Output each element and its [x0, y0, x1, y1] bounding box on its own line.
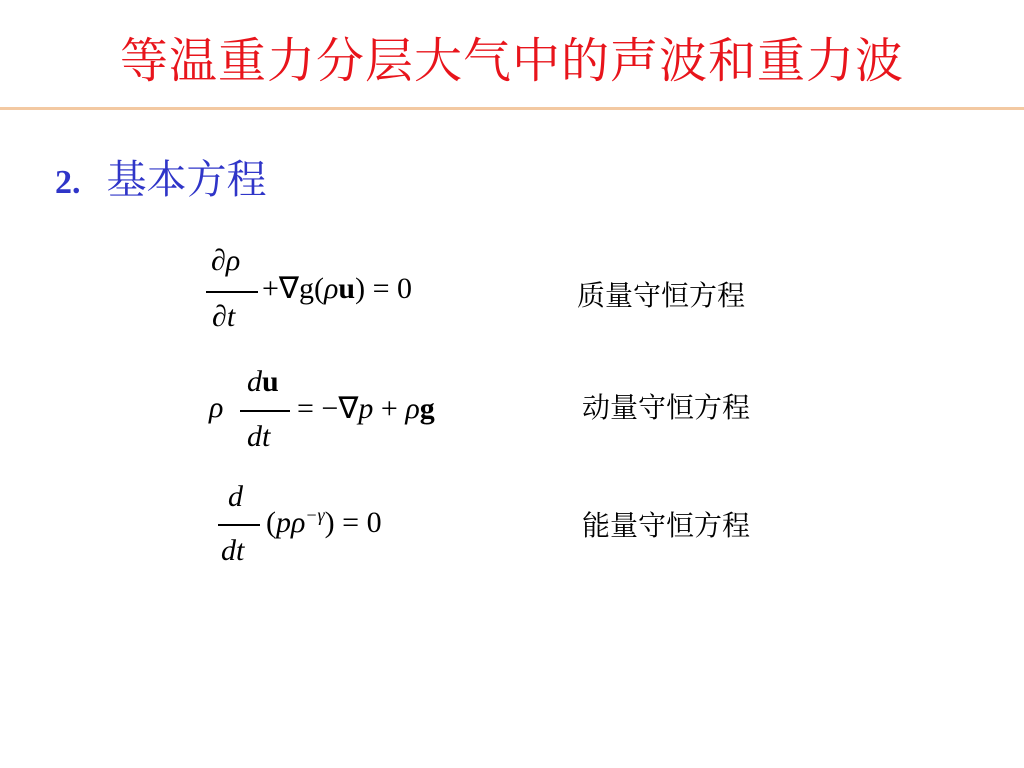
eq1-rest: +∇g(ρu) = 0	[262, 272, 412, 305]
eq3-denominator: dt	[221, 534, 245, 567]
eq3-label: 能量守恒方程	[582, 509, 751, 542]
eq1-label: 质量守恒方程	[577, 279, 746, 312]
eq1-fraction-bar	[206, 291, 258, 293]
section-heading	[55, 148, 267, 205]
eq1-numerator: ∂ρ	[211, 244, 241, 277]
section-title: 基本方程	[106, 157, 267, 203]
section-number: 2.	[55, 164, 81, 201]
eq2-rest: = −∇p + ρg	[297, 392, 435, 425]
eq1-denominator: ∂t	[212, 300, 236, 333]
eq2-fraction-bar	[240, 410, 290, 412]
eq3-fraction-bar	[218, 524, 260, 526]
slide-title: 等温重力分层大气中的声波和重力波	[119, 33, 904, 89]
eq2-prefix: ρ	[209, 391, 224, 424]
eq2-numerator: du	[247, 365, 279, 398]
eq3-rest: $(p\rho^{-\gamma}) = 0$	[266, 505, 382, 539]
title-divider	[0, 107, 1024, 110]
eq2-denominator: dt	[247, 420, 271, 453]
eq3-numerator: d	[228, 480, 243, 513]
eq2-label: 动量守恒方程	[582, 391, 751, 424]
